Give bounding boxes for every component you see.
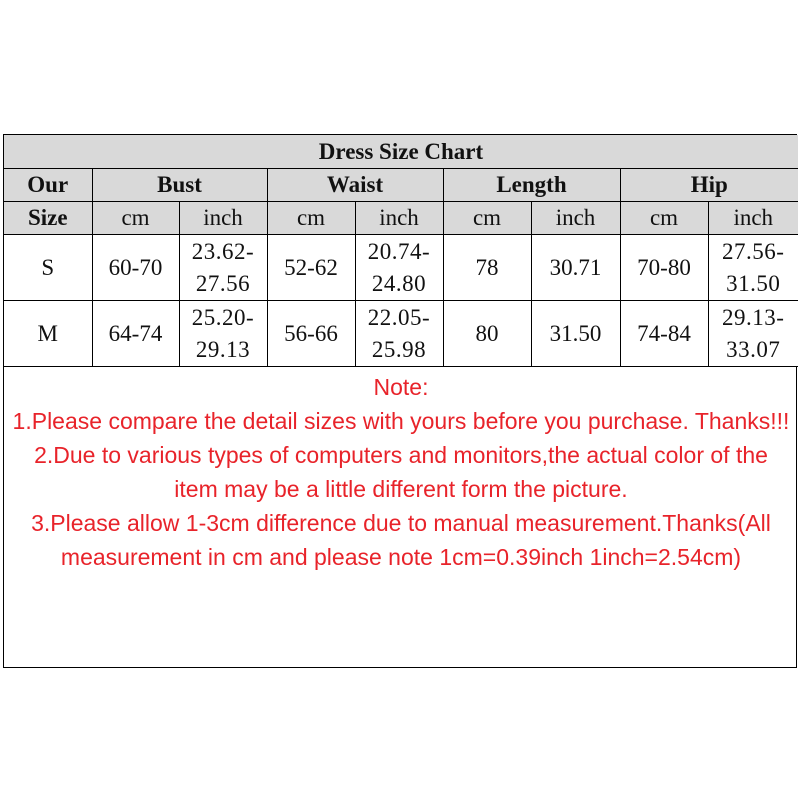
hip-inch-header: inch (708, 202, 798, 235)
waist-inch-from: 20.74- (367, 238, 431, 264)
chart-title: Dress Size Chart (4, 135, 798, 169)
bust-cm-cell: 60-70 (92, 235, 179, 301)
bust-inch-cell (179, 235, 267, 301)
waist-cm-cell: 56-66 (267, 301, 355, 367)
hip-header: Hip (620, 169, 798, 202)
length-inch-cell: 31.50 (531, 301, 620, 367)
hip-inch-to: 31.50 (726, 270, 781, 296)
hip-cm-cell: 70-80 (620, 235, 708, 301)
waist-inch-header: inch (355, 202, 443, 235)
hip-cm-cell: 74-84 (620, 301, 708, 367)
size-chart (3, 134, 797, 668)
table-row (4, 301, 798, 367)
waist-cm-header: cm (267, 202, 355, 235)
bust-inch-to: 27.56 (195, 270, 251, 296)
bust-header: Bust (92, 169, 267, 202)
size-header-line2: Size (4, 202, 92, 235)
waist-header: Waist (267, 169, 443, 202)
size-header-line1: Our (4, 169, 92, 202)
length-cm-cell: 78 (443, 235, 531, 301)
length-inch-cell: 30.71 (531, 235, 620, 301)
length-inch-header: inch (531, 202, 620, 235)
size-cell: M (4, 301, 92, 367)
waist-cm-cell: 52-62 (267, 235, 355, 301)
note-line-5: measurement in cm and please note 1cm=0.39inch 1inch=2.54cm) (60, 544, 742, 570)
note-line-3: item may be a little different form the picture. (174, 476, 628, 502)
hip-inch-cell (708, 301, 798, 367)
length-cm-header: cm (443, 202, 531, 235)
length-header: Length (443, 169, 620, 202)
bust-inch-to: 29.13 (195, 336, 251, 362)
size-table (4, 135, 798, 367)
bust-inch-from: 23.62- (191, 238, 255, 264)
note-line-4: 3.Please allow 1-3cm difference due to manual measurement.Thanks(All (31, 510, 771, 536)
waist-inch-from: 22.05- (367, 304, 431, 330)
bust-cm-cell: 64-74 (92, 301, 179, 367)
bust-cm-header: cm (92, 202, 179, 235)
length-cm-cell: 80 (443, 301, 531, 367)
waist-inch-cell (355, 235, 443, 301)
hip-inch-from: 27.56- (722, 238, 785, 264)
hip-inch-to: 33.07 (726, 336, 781, 362)
bust-inch-header: inch (179, 202, 267, 235)
hip-inch-cell (708, 235, 798, 301)
note-heading: Note: (373, 374, 429, 400)
bust-inch-from: 25.20- (191, 304, 255, 330)
size-cell: S (4, 235, 92, 301)
hip-cm-header: cm (620, 202, 708, 235)
note-line-2: 2.Due to various types of computers and monitors,the actual color of the (34, 442, 768, 468)
bust-inch-cell (179, 301, 267, 367)
hip-inch-from: 29.13- (722, 304, 785, 330)
table-row (4, 235, 798, 301)
notes-section (4, 370, 798, 574)
waist-inch-cell (355, 301, 443, 367)
waist-inch-to: 24.80 (371, 270, 427, 296)
note-line-1: 1.Please compare the detail sizes with yours before you purchase. Thanks!!! (12, 408, 790, 434)
waist-inch-to: 25.98 (371, 336, 427, 362)
